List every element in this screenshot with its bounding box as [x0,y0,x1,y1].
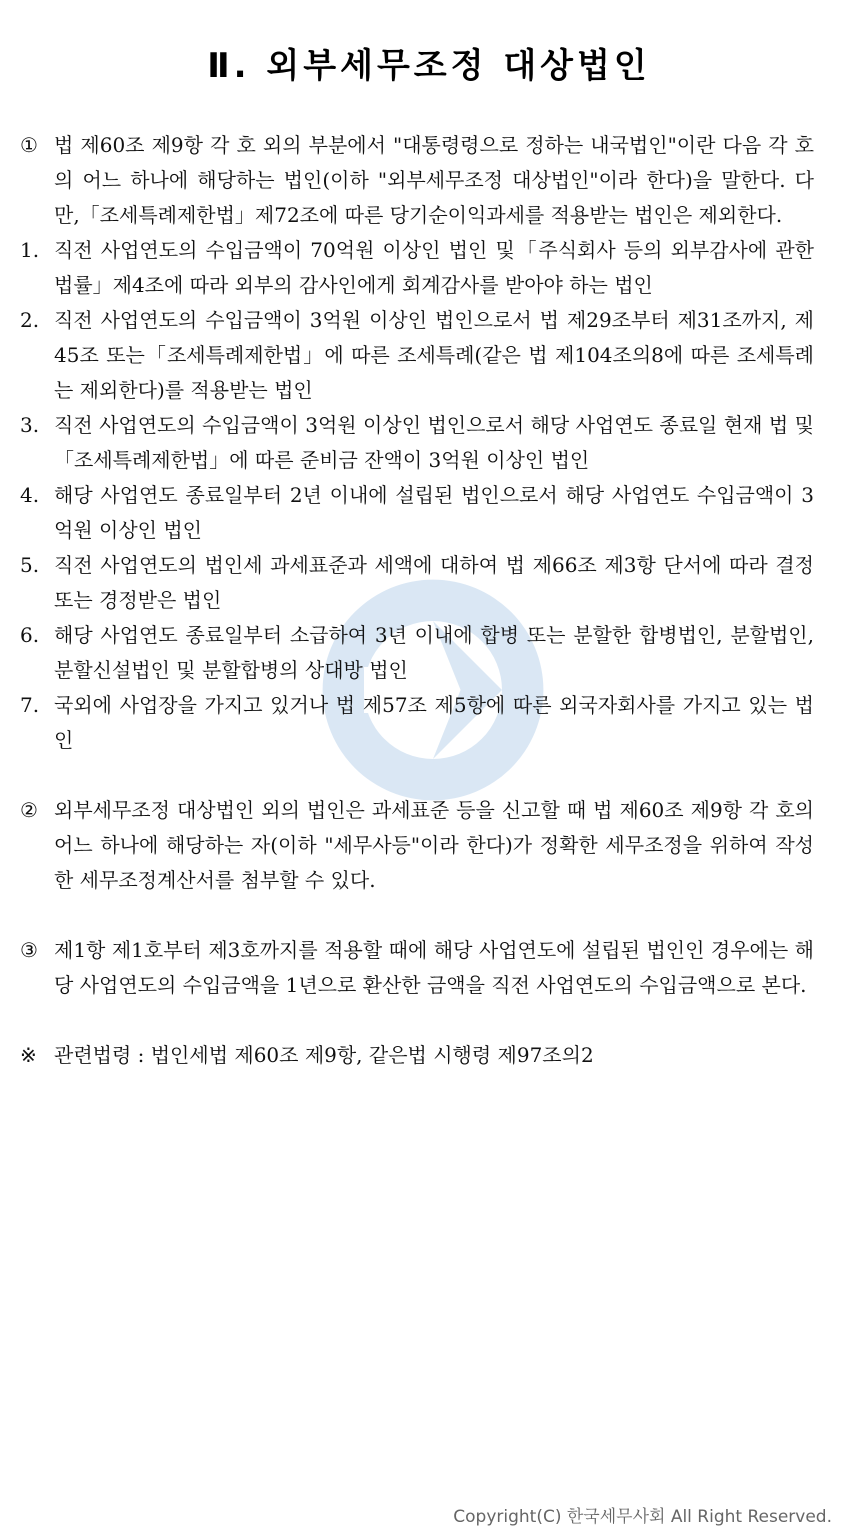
list-item [20,548,814,618]
section-3-text: 제1항 제1호부터 제3호까지를 적용할 때에 해당 사업연도에 설립된 법인인 경우에는 해당 사업연도의 수입금액을 1년으로 환산한 금액을 직전 사업연도의 수입금액으로 본다. [54,938,814,997]
item-3-text: 직전 사업연도의 수입금액이 3억원 이상인 법인으로서 해당 사업연도 종료일 현재 법 및「조세특례제한법」에 따른 준비금 잔액이 3억원 이상인 법인 [54,413,814,472]
item-6-text: 해당 사업연도 종료일부터 소급하여 3년 이내에 합병 또는 분할한 합병법인, 분할법인, 분할신설법인 및 분할합병의 상대방 법인 [54,623,814,682]
section-2-text: 외부세무조정 대상법인 외의 법인은 과세표준 등을 신고할 때 법 제60조 제9항 각 호의 어느 하나에 해당하는 자(이하 "세무사등"이라 한다)가 정확한 세무조정을 위하여 작성한 세무조정계산서를 첨부할 수 있다. [54,798,814,892]
item-2-marker: 2. [20,308,40,332]
list-item [20,618,814,688]
page-title: Ⅱ. 외부세무조정 대상법인 [207,46,651,86]
item-7-text: 국외에 사업장을 가지고 있거나 법 제57조 제5항에 따른 외국자회사를 가지고 있는 법인 [54,693,814,752]
list-item [20,408,814,478]
section-2 [20,793,814,898]
list-item [20,688,814,758]
item-1-marker: 1. [20,238,40,262]
item-7-marker: 7. [20,693,40,717]
item-3-marker: 3. [20,413,40,437]
section-3-marker: ③ [20,938,38,962]
item-2-text: 직전 사업연도의 수입금액이 3억원 이상인 법인으로서 법 제29조부터 제31조까지, 제45조 또는「조세특례제한법」에 따른 조세특례(같은 법 제104조의8에 따른 조세특례는 제외한다)를 적용받는 법인 [54,308,814,402]
list-item [20,233,814,303]
spacer [20,758,814,793]
section-1-marker: ① [20,133,38,157]
list-item [20,303,814,408]
section-1-text: 법 제60조 제9항 각 호 외의 부분에서 "대통령령으로 정하는 내국법인"이란 다음 각 호의 어느 하나에 해당하는 법인(이하 "외부세무조정 대상법인"이라 한다)을 말한다. 다만,「조세특례제한법」제72조에 따른 당기순이익과세를 적용받는 법인은 제외한다. [54,133,814,227]
list-item [20,478,814,548]
item-1-text: 직전 사업연도의 수입금액이 70억원 이상인 법인 및「주식회사 등의 외부감사에 관한 법률」제4조에 따라 외부의 감사인에게 회계감사를 받아야 하는 법인 [54,238,814,297]
item-5-marker: 5. [20,553,40,577]
item-4-marker: 4. [20,483,40,507]
item-6-marker: 6. [20,623,40,647]
related-law-reference [20,1038,814,1073]
spacer [20,898,814,933]
spacer [20,1003,814,1038]
item-5-text: 직전 사업연도의 법인세 과세표준과 세액에 대하여 법 제66조 제3항 단서에 따라 결정 또는 경정받은 법인 [54,553,814,612]
document-body [20,128,814,1073]
section-1 [20,128,814,233]
reference-text: 관련법령 : 법인세법 제60조 제9항, 같은법 시행령 제97조의2 [54,1043,594,1067]
reference-marker: ※ [20,1043,37,1067]
section-2-marker: ② [20,798,38,822]
copyright-notice: Copyright(C) 한국세무사회 All Right Reserved. [453,1507,832,1527]
item-4-text: 해당 사업연도 종료일부터 2년 이내에 설립된 법인으로서 해당 사업연도 수입금액이 3억원 이상인 법인 [54,483,814,542]
section-3 [20,933,814,1003]
